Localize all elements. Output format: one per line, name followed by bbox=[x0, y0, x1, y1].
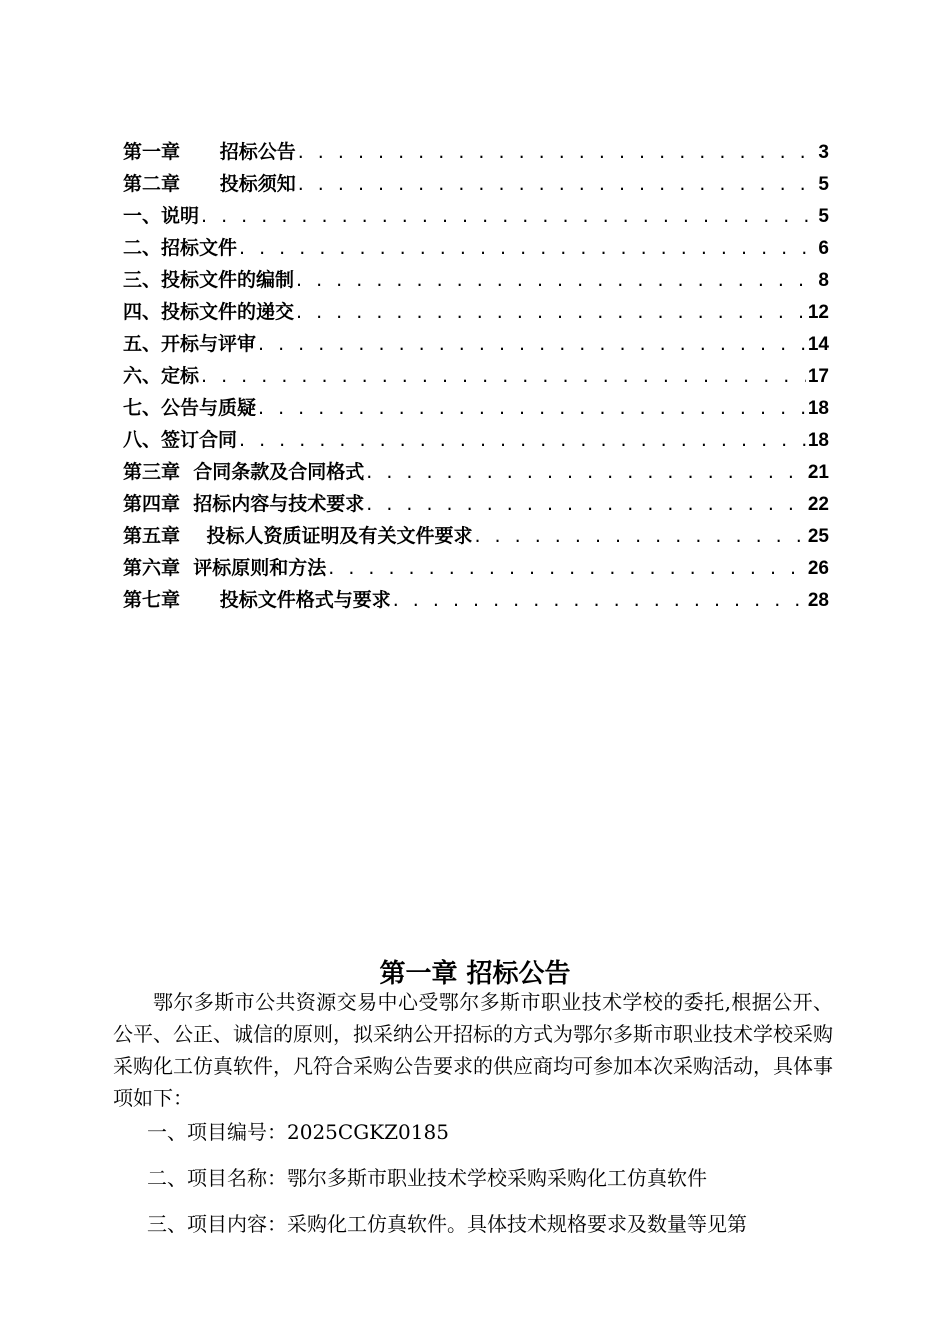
toc-entry-page: 25 bbox=[807, 526, 829, 547]
toc-entry[interactable] bbox=[123, 204, 829, 236]
toc-entry-title: 第四章 招标内容与技术要求 bbox=[123, 493, 365, 515]
toc-leader-dots bbox=[474, 524, 805, 548]
chapter-title: 第一章 招标公告 bbox=[379, 959, 571, 990]
toc-leader-dots bbox=[201, 204, 816, 228]
toc-entry-title: 第五章 投标人资质证明及有关文件要求 bbox=[123, 525, 473, 547]
toc-entry[interactable] bbox=[123, 524, 829, 556]
toc-entry-title: 六、定标 bbox=[123, 365, 200, 387]
toc-leader-dots bbox=[366, 492, 806, 516]
toc-entry-title: 四、投标文件的递交 bbox=[123, 301, 295, 323]
toc-entry-page: 6 bbox=[818, 238, 829, 259]
toc-entry-page: 17 bbox=[807, 366, 829, 387]
toc-entry-title: 第三章 合同条款及合同格式 bbox=[123, 461, 365, 483]
toc-entry-page: 3 bbox=[818, 142, 829, 163]
toc-leader-dots bbox=[298, 172, 817, 196]
toc-entry-page: 12 bbox=[807, 302, 829, 323]
toc-entry[interactable] bbox=[123, 556, 829, 588]
toc-entry-title: 八、签订合同 bbox=[123, 429, 238, 451]
toc-entry[interactable] bbox=[123, 460, 829, 492]
toc-entry-page: 18 bbox=[807, 430, 829, 451]
toc-entry-page: 26 bbox=[807, 558, 829, 579]
toc-entry[interactable] bbox=[123, 396, 829, 428]
toc-entry[interactable] bbox=[123, 300, 829, 332]
project-name-item: 二、项目名称：鄂尔多斯市职业技术学校采购采购化工仿真软件 bbox=[147, 1166, 707, 1190]
toc-entry-title: 七、公告与质疑 bbox=[123, 397, 257, 419]
toc-entry-title: 五、开标与评审 bbox=[123, 333, 257, 355]
toc-leader-dots bbox=[201, 364, 806, 388]
toc-leader-dots bbox=[258, 396, 806, 420]
toc-entry[interactable] bbox=[123, 588, 829, 620]
toc-leader-dots bbox=[296, 268, 816, 292]
toc-entry-page: 22 bbox=[807, 494, 829, 515]
toc-entry[interactable] bbox=[123, 236, 829, 268]
toc-entry-title: 第二章 投标须知 bbox=[123, 173, 296, 195]
toc-entry-title: 一、说明 bbox=[123, 205, 200, 227]
toc-entry[interactable] bbox=[123, 428, 829, 460]
toc-entry-title: 二、招标文件 bbox=[123, 237, 238, 259]
toc-entry[interactable] bbox=[123, 492, 829, 524]
toc-leader-dots bbox=[239, 236, 816, 260]
toc-entry-page: 18 bbox=[807, 398, 829, 419]
toc-entry-page: 14 bbox=[807, 334, 829, 355]
toc-entry[interactable] bbox=[123, 172, 829, 204]
toc-entry-page: 28 bbox=[807, 590, 829, 611]
toc-leader-dots bbox=[298, 140, 817, 164]
toc-leader-dots bbox=[366, 460, 806, 484]
project-number-item: 一、项目编号：2025CGKZ0185 bbox=[147, 1120, 449, 1144]
intro-paragraph: 鄂尔多斯市公共资源交易中心受鄂尔多斯市职业技术学校的委托,根据公开、公平、公正、诚信的原则，拟采纳公开招标的方式为鄂尔多斯市职业技术学校采购采购化工仿真软件，凡符合采购公告要求的供应商均可参加本次采购活动，具体事项如下： bbox=[113, 990, 833, 1110]
toc-entry-title: 第六章 评标原则和方法 bbox=[123, 557, 327, 579]
toc-leader-dots bbox=[296, 300, 806, 324]
toc-entry[interactable] bbox=[123, 140, 829, 172]
toc-leader-dots bbox=[328, 556, 806, 580]
toc-entry-page: 5 bbox=[818, 174, 829, 195]
toc-entry-title: 三、投标文件的编制 bbox=[123, 269, 295, 291]
toc-entry-page: 5 bbox=[818, 206, 829, 227]
table-of-contents bbox=[123, 140, 829, 620]
toc-entry-title: 第一章 招标公告 bbox=[123, 141, 296, 163]
toc-entry[interactable] bbox=[123, 332, 829, 364]
toc-entry-title: 第七章 投标文件格式与要求 bbox=[123, 589, 391, 611]
project-content-item: 三、项目内容：采购化工仿真软件。具体技术规格要求及数量等见第 bbox=[147, 1212, 747, 1236]
toc-entry-page: 8 bbox=[818, 270, 829, 291]
toc-entry[interactable] bbox=[123, 364, 829, 396]
toc-leader-dots bbox=[239, 428, 806, 452]
toc-leader-dots bbox=[258, 332, 806, 356]
toc-entry-page: 21 bbox=[807, 462, 829, 483]
toc-leader-dots bbox=[393, 588, 806, 612]
announcement-body bbox=[113, 986, 833, 1240]
toc-entry[interactable] bbox=[123, 268, 829, 300]
